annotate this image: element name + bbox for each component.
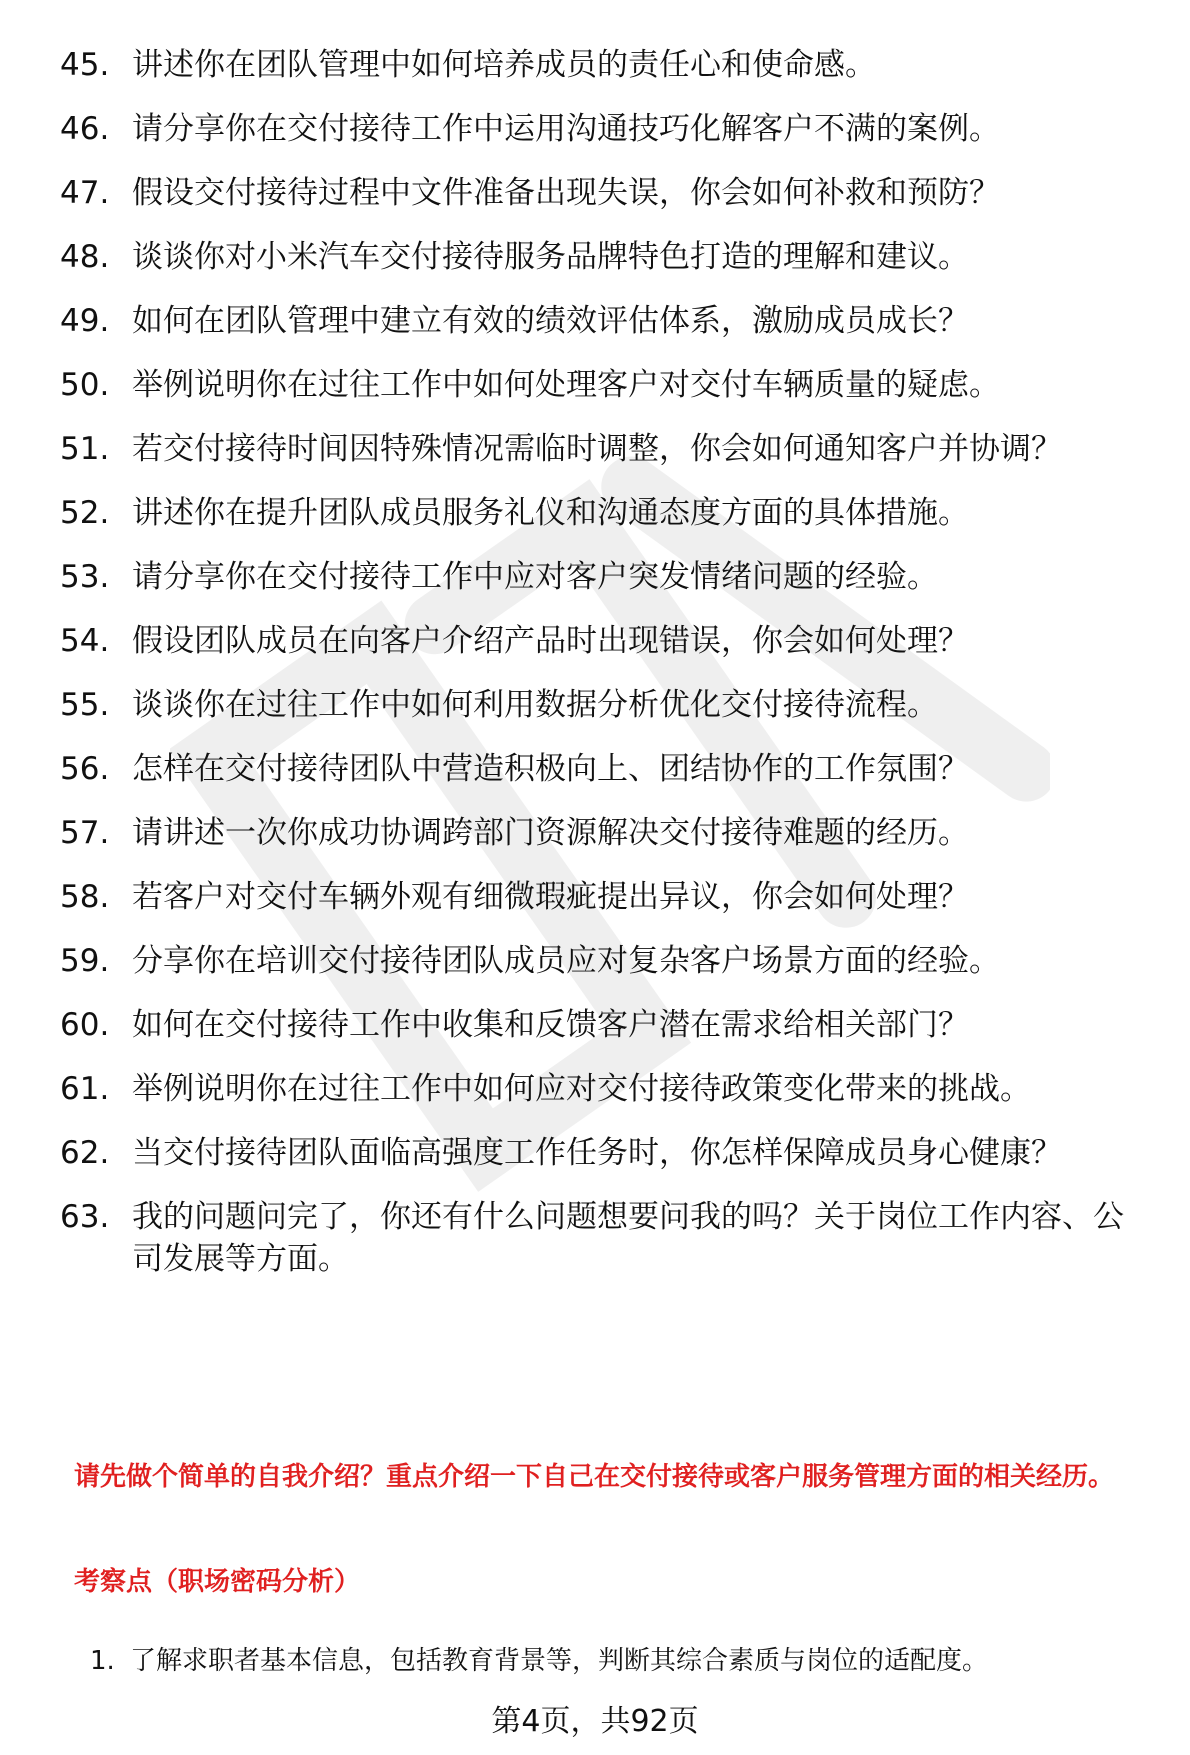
question-text: 举例说明你在过往工作中如何处理客户对交付车辆质量的疑虑。: [132, 367, 1000, 403]
question-item: [0, 172, 1190, 214]
question-text: 如何在团队管理中建立有效的绩效评估体系，激励成员成长？: [132, 303, 969, 339]
question-number: 48.: [60, 239, 110, 275]
question-text: 如何在交付接待工作中收集和反馈客户潜在需求给相关部门？: [132, 1007, 969, 1043]
question-number: 47.: [60, 175, 110, 211]
question-number: 62.: [60, 1135, 110, 1171]
question-text: 讲述你在团队管理中如何培养成员的责任心和使命感。: [132, 47, 876, 83]
question-number: 58.: [60, 879, 110, 915]
question-item: [0, 364, 1190, 406]
question-text: 我的问题问完了，你还有什么问题想要问我的吗？关于岗位工作内容、公司发展等方面。: [132, 1199, 1124, 1277]
page-footer: 第4页，共92页: [491, 1704, 699, 1739]
question-text: 请分享你在交付接待工作中运用沟通技巧化解客户不满的案例。: [132, 111, 1000, 147]
question-number: 49.: [60, 303, 110, 339]
question-item: [0, 492, 1190, 534]
point-item: [0, 1642, 1190, 1680]
question-text: 请讲述一次你成功协调跨部门资源解决交付接待难题的经历。: [132, 815, 969, 851]
question-item: [0, 44, 1190, 86]
question-text: 当交付接待团队面临高强度工作任务时，你怎样保障成员身心健康？: [132, 1135, 1062, 1171]
question-text: 举例说明你在过往工作中如何应对交付接待政策变化带来的挑战。: [132, 1071, 1031, 1107]
question-item: [0, 108, 1190, 150]
question-item: [0, 876, 1190, 918]
question-item: [0, 300, 1190, 342]
question-text: 讲述你在提升团队成员服务礼仪和沟通态度方面的具体措施。: [132, 495, 969, 531]
question-item: [0, 748, 1190, 790]
question-item: [0, 1132, 1190, 1174]
question-text: 若交付接待时间因特殊情况需临时调整，你会如何通知客户并协调？: [132, 431, 1062, 467]
question-item: [0, 1068, 1190, 1110]
question-text: 假设交付接待过程中文件准备出现失误，你会如何补救和预防？: [132, 175, 1000, 211]
question-number: 51.: [60, 431, 110, 467]
question-number: 45.: [60, 47, 110, 83]
highlight-question: 请先做个简单的自我介绍？重点介绍一下自己在交付接待或客户服务管理方面的相关经历。: [74, 1462, 1115, 1492]
question-number: 60.: [60, 1007, 110, 1043]
question-item: [0, 812, 1190, 854]
question-number: 57.: [60, 815, 110, 851]
question-number: 46.: [60, 111, 110, 147]
question-number: 54.: [60, 623, 110, 659]
question-number: 53.: [60, 559, 110, 595]
question-item: [0, 1004, 1190, 1046]
question-text: 假设团队成员在向客户介绍产品时出现错误，你会如何处理？: [132, 623, 969, 659]
question-item: [0, 236, 1190, 278]
question-text: 谈谈你在过往工作中如何利用数据分析优化交付接待流程。: [132, 687, 938, 723]
question-number: 63.: [60, 1199, 110, 1235]
question-number: 55.: [60, 687, 110, 723]
question-item: [0, 684, 1190, 726]
question-number: 61.: [60, 1071, 110, 1107]
question-text: 分享你在培训交付接待团队成员应对复杂客户场景方面的经验。: [132, 943, 1000, 979]
question-item: [0, 556, 1190, 598]
question-item: [0, 1196, 1190, 1280]
question-list: [0, 44, 1190, 1302]
question-text: 若客户对交付车辆外观有细微瑕疵提出异议，你会如何处理？: [132, 879, 969, 915]
point-text: 了解求职者基本信息，包括教育背景等，判断其综合素质与岗位的适配度。: [130, 1646, 989, 1676]
question-text: 谈谈你对小米汽车交付接待服务品牌特色打造的理解和建议。: [132, 239, 969, 275]
section-heading: 考察点（职场密码分析）: [74, 1567, 361, 1597]
question-number: 50.: [60, 367, 110, 403]
question-text: 请分享你在交付接待工作中应对客户突发情绪问题的经验。: [132, 559, 938, 595]
question-number: 56.: [60, 751, 110, 787]
question-item: [0, 620, 1190, 662]
question-number: 52.: [60, 495, 110, 531]
question-item: [0, 428, 1190, 470]
point-number: 1.: [90, 1646, 115, 1676]
question-number: 59.: [60, 943, 110, 979]
question-item: [0, 940, 1190, 982]
question-text: 怎样在交付接待团队中营造积极向上、团结协作的工作氛围？: [132, 751, 969, 787]
